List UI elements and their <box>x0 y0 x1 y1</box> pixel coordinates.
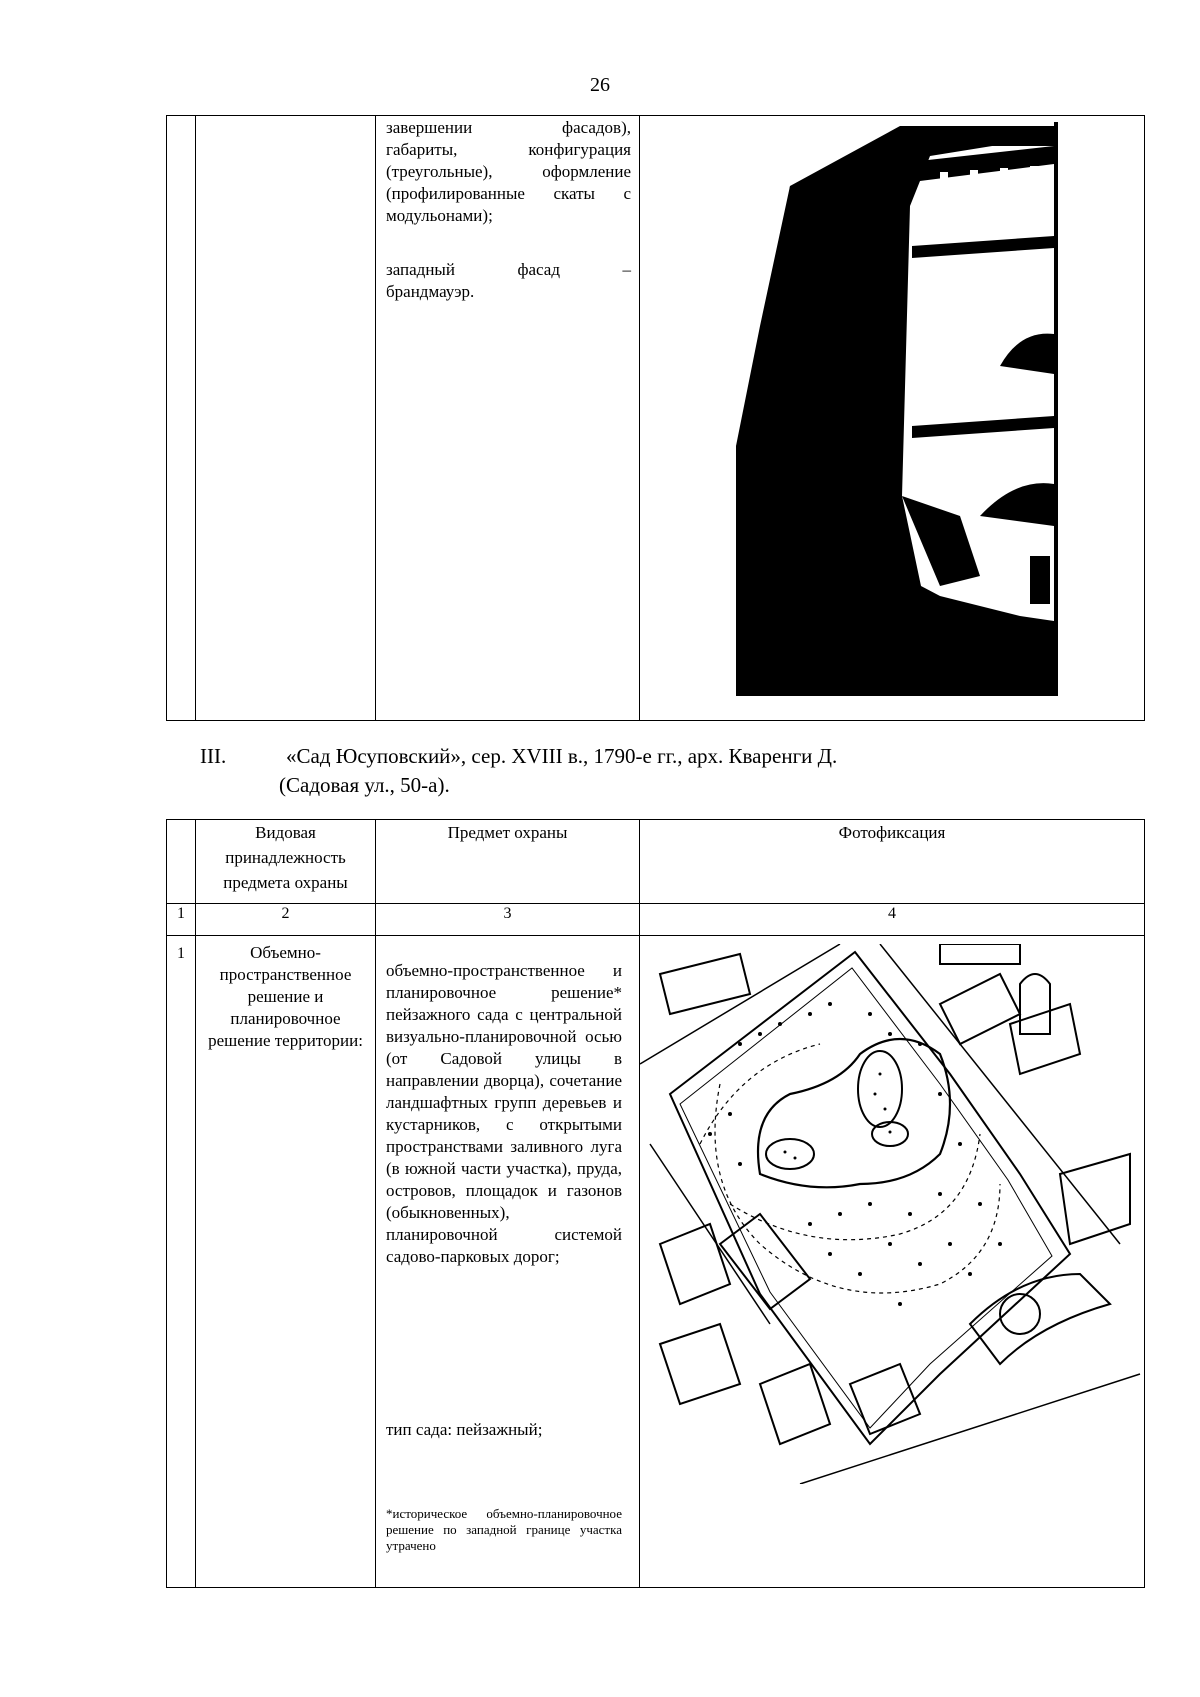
table-row <box>167 936 1145 1588</box>
row-photo <box>640 936 1145 1588</box>
column-number: 1 <box>167 904 196 936</box>
table-header-row <box>167 820 1145 904</box>
subject-line: завершении фасадов), <box>386 118 631 137</box>
column-numbers-row <box>167 904 1145 936</box>
garden-type-text: тип сада: пейзажный; <box>386 1420 543 1439</box>
facade-photo <box>640 116 1145 696</box>
header-photo: Фотофиксация <box>640 820 1145 904</box>
garden-plan-map <box>640 944 1145 1484</box>
footnote-text: *историческое объемно-планировочное решение по западной границе участка утрачено <box>386 1506 622 1553</box>
row-subject <box>376 936 640 1588</box>
table1-cell-number <box>167 116 196 721</box>
subject-line: западный фасад – <box>386 260 631 279</box>
column-number: 2 <box>196 904 376 936</box>
subject-line: модульонами); <box>386 206 493 225</box>
table1-cell-type <box>196 116 376 721</box>
table1-cell-photo <box>640 116 1145 721</box>
column-number: 4 <box>640 904 1145 936</box>
row-type <box>196 936 376 1588</box>
table1-cell-subject <box>376 116 640 721</box>
column-number: 3 <box>376 904 640 936</box>
subject-line: габариты, конфигурация <box>386 140 631 159</box>
header-subject: Предмет охраны <box>376 820 640 904</box>
header-cell-number <box>167 820 196 904</box>
section-number: III. <box>200 744 227 768</box>
section-address: (Садовая ул., 50-а). <box>279 773 450 797</box>
subject-line: (профилированные скаты с <box>386 184 631 203</box>
subject-line: брандмауэр. <box>386 282 475 301</box>
header-type: Видовая принадлежность предмета охраны <box>196 820 376 904</box>
section-title: «Сад Юсуповский», сер. XVIII в., 1790-е гг., арх. Кваренги Д. <box>286 744 838 768</box>
row-type-text: Объемно-пространственное решение и планировочное решение территории: <box>208 943 363 1050</box>
page-number: 26 <box>590 74 610 96</box>
subject-text: объемно-пространственное и планировочное решение* пейзажного сада с центральной визуально-планировочной осью (от Садовой улицы в направлении дворца), сочетание ландшафтных групп деревьев и кустарников, с открытыми пространствами заливного луга (в южной части участка), пруда, островов, площадок и газонов (обыкновенных), планировочной системой садово-парковых дорог; <box>386 961 622 1266</box>
row-number: 1 <box>167 936 196 1588</box>
protection-table <box>166 819 1145 1588</box>
subject-line: (треугольные), оформление <box>386 162 631 181</box>
continuation-table <box>166 115 1145 721</box>
